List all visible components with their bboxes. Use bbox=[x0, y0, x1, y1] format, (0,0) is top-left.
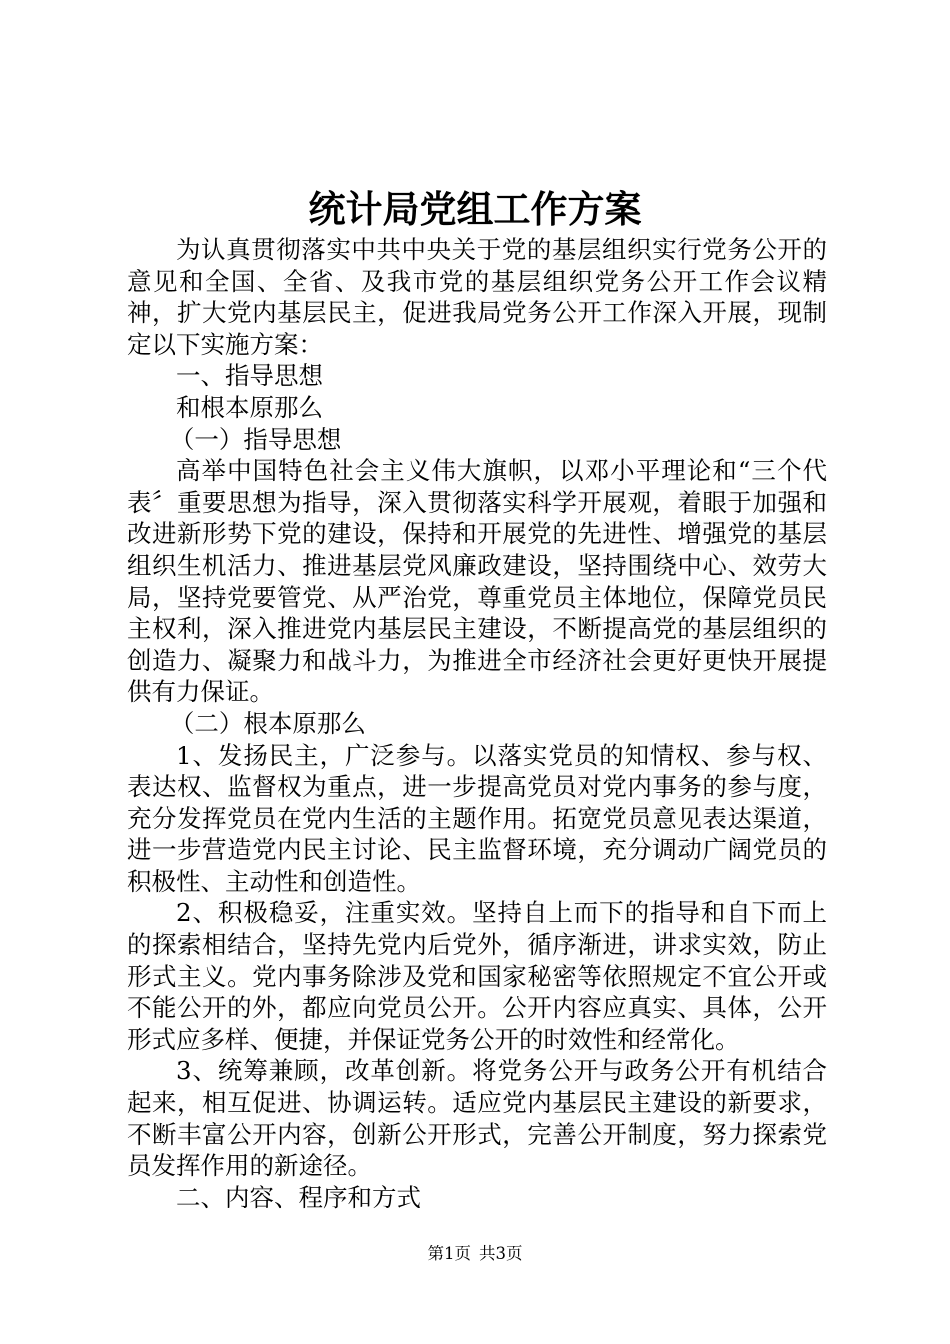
paragraph-principle-2: 2、积极稳妥，注重实效。坚持自上而下的指导和自下而上的探索相结合，坚持先党内后党外，循序渐进，讲求实效，防止形式主义。党内事务除涉及党和国家秘密等依照规定不宜公开或不能公开的外，都应向党员公开。公开内容应真实、具体，公开形式应多样、便捷，并保证党务公开的时效性和经常化。 bbox=[127, 898, 827, 1054]
paragraph-principle-3: 3、统筹兼顾，改革创新。将党务公开与政务公开有机结合起来，相互促进、协调运转。适应党内基层民主建设的新要求，不断丰富公开内容，创新公开形式，完善公开制度，努力探索党员发挥作用的新途径。 bbox=[127, 1056, 827, 1181]
section-heading-continued: 和根本原那么 bbox=[176, 392, 323, 422]
subsection-heading-basic-principles: （二）根本原那么 bbox=[169, 708, 366, 738]
page-footer bbox=[0, 1243, 950, 1265]
page-number: 第1页 bbox=[427, 1244, 471, 1263]
document-title: 统计局党组工作方案 bbox=[308, 187, 642, 231]
paragraph-principle-1: 1、发扬民主，广泛参与。以落实党员的知情权、参与权、表达权、监督权为重点，进一步提高党员对党内事务的参与度，充分发挥党员在党内生活的主题作用。拓宽党员意见表达渠道，进一步营造党内民主讨论、民主监督环境，充分调动广阔党员的积极性、主动性和创造性。 bbox=[127, 740, 827, 896]
subsection-heading-guiding-thought: （一）指导思想 bbox=[169, 424, 342, 454]
section-heading-guiding-principles: 一、指导思想 bbox=[176, 361, 323, 391]
page-total: 共3页 bbox=[479, 1244, 523, 1263]
section-heading-content-procedure: 二、内容、程序和方式 bbox=[176, 1182, 421, 1212]
paragraph-intro: 为认真贯彻落实中共中央关于党的基层组织实行党务公开的意见和全国、全省、及我市党的基层组织党务公开工作会议精神，扩大党内基层民主，促进我局党务公开工作深入开展，现制定以下实施方案： bbox=[127, 235, 827, 359]
paragraph-guiding-thought: 高举中国特色社会主义伟大旗帜，以邓小平理论和“三个代表〞重要思想为指导，深入贯彻落实科学开展观，着眼于加强和改进新形势下党的建设，保持和开展党的先进性、增强党的基层组织生机活力、推进基层党风廉政建设，坚持围绕中心、效劳大局，坚持党要管党、从严治党，尊重党员主体地位，保障党员民主权利，深入推进党内基层民主建设，不断提高党的基层组织的创造力、凝聚力和战斗力，为推进全市经济社会更好更快开展提供有力保证。 bbox=[127, 456, 827, 707]
document-body bbox=[127, 234, 827, 1213]
